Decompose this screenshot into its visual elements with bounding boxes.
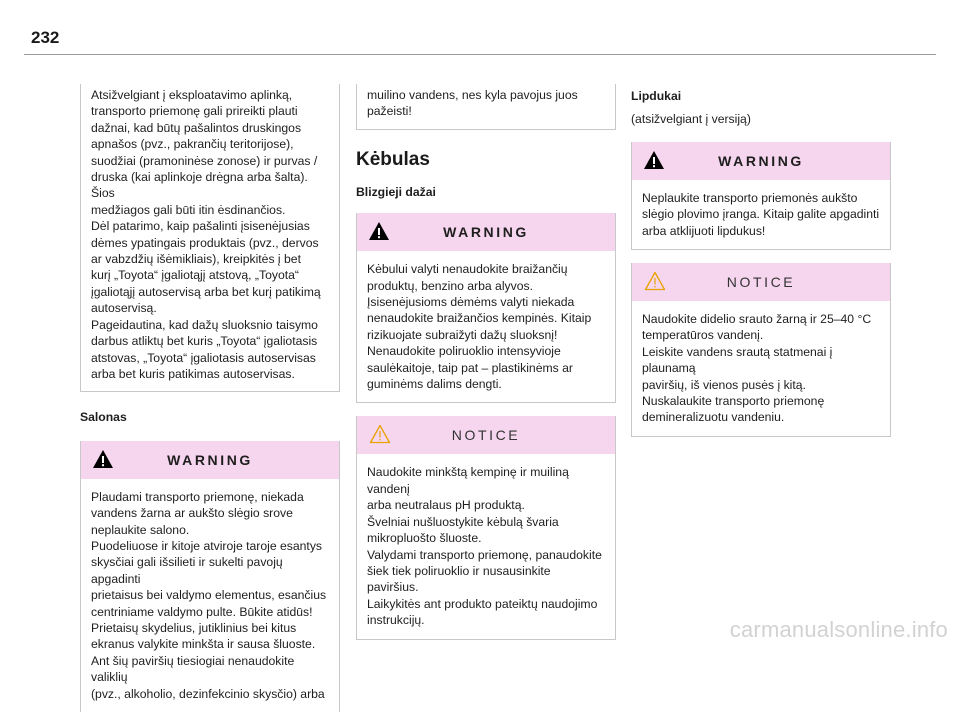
warning-header [81, 441, 339, 479]
text-line: slėgio plovimo įranga. Kitaip galite apgadinti [642, 207, 880, 222]
text-line: Ant šių paviršių tiesiogiai nenaudokite valiklių [91, 653, 295, 685]
text-line: Kėbului valyti nenaudokite braižančių [367, 262, 568, 277]
text-line: medžiagos gali būti itin ėsdinančios. [91, 202, 286, 217]
text-line: Prietaisų skydelius, jutiklinius bei kitus [91, 620, 297, 635]
text-line: Neplaukite transporto priemonės aukšto [642, 190, 858, 205]
warning-box [356, 213, 616, 403]
text-line: transporto priemonę gali prireikti plauti [91, 104, 298, 119]
text-line: suodžiai (pramoninėse zonose) ir purvas / [91, 153, 318, 168]
text-line: arba bet kuris patikimas autoservisas. [91, 366, 295, 381]
warning-header [632, 142, 890, 180]
text-line: ar vabzdžių išėmikliais), kreipkitės į bet [91, 252, 301, 267]
notice-icon [369, 424, 391, 444]
text-line: apnašos (pvz., pakrančių teritorijose), [91, 137, 294, 152]
text-line: (pvz., alkoholio, dezinfekcinio skysčio) arba [91, 686, 325, 701]
page-number: 232 [31, 28, 60, 47]
warning-icon [368, 221, 390, 241]
watermark: carmanualsonline.info [729, 617, 948, 642]
text-line: produktų, benzino arba alyvos. [367, 278, 533, 293]
text-line: pažeisti! [367, 104, 412, 119]
column-2 [356, 84, 616, 640]
text-line: Įsisenėjusioms dėmėms valyti niekada [367, 295, 575, 310]
text-line: dažnai, kad būtų pašalintos druskingos [91, 120, 302, 135]
warning-icon [92, 449, 114, 469]
text-line: įgaliotąjį autoservisą arba bet kurį patikimą [91, 284, 321, 299]
notice-box [356, 416, 616, 639]
notice-body [632, 301, 890, 436]
text-line: muilino vandens, nes kyla pavojus juos [367, 88, 578, 102]
continued-box [356, 84, 616, 130]
notice-header [357, 416, 615, 454]
subheading-lipdukai: Lipdukai [631, 89, 682, 103]
text-line: vandens žarna ar aukšto slėgio srove [91, 506, 293, 521]
text-line: temperatūros vandenį. [642, 328, 764, 343]
notice-body [357, 454, 615, 638]
text-line: Laikykitės ant produkto pateiktų naudojimo [367, 596, 598, 611]
text-line: ekranus valykite minkšta ir sausa šluoste. [91, 637, 316, 652]
text-line: Puodeliuose ir kitoje atviroje taroje esantys [91, 538, 323, 553]
text-line: prietaisus bei valdymo elementus, esančius [91, 588, 327, 603]
text-line: nenaudokite braižančios kempinės. Kitaip [367, 311, 592, 326]
version-note: (atsižvelgiant į versiją) [631, 112, 751, 127]
warning-body [357, 251, 615, 402]
notice-icon [644, 271, 666, 291]
text-line: Dėl patarimo, kaip pašalinti įsisenėjusias [91, 219, 310, 234]
text-line: Atsižvelgiant į eksploatavimo aplinką, [91, 88, 293, 102]
text-line: saulėkaitoje, taip pat – plastikinėms ar [367, 360, 573, 375]
text-line: darbus atliktų bet kuris „Toyota“ įgaliotasis [91, 334, 318, 349]
warning-box [631, 142, 891, 250]
warning-box [80, 441, 340, 712]
notice-box [631, 263, 891, 437]
text-line: paviršių, iš vienos pusės į kitą. [642, 377, 806, 392]
text-line: Pageidautina, kad dažų sluoksnio taisymo [91, 317, 318, 332]
text-line: demineralizuotu vandeniu. [642, 410, 785, 425]
notice-title: NOTICE [726, 274, 796, 291]
text-line: Švelniai nušluostykite kėbulą švaria [367, 514, 559, 529]
section-title: Kėbulas [356, 148, 430, 170]
text-line: kurį „Toyota“ įgaliotąjį atstovą, „Toyota“ [91, 268, 299, 283]
text-line: centriniame valdymo pulte. Būkite atidūs! [91, 604, 313, 619]
text-line: Leiskite vandens srautą statmenai į plaunamą [642, 344, 833, 376]
text-line: skysčiai gali išsilieti ir sukelti pavojų apgadinti [91, 555, 283, 586]
text-line: atstovas, „Toyota“ įgaliotasis autoservisas [91, 350, 316, 365]
text-line: arba neutralaus pH produktą. [367, 498, 525, 513]
text-line: Valydami transporto priemonę, panaudokite [367, 547, 602, 562]
column-1 [80, 84, 340, 712]
text-line: guminėms dalims dengti. [367, 377, 502, 392]
text-line: autoservisą. [91, 301, 157, 316]
warning-body [81, 479, 339, 712]
notice-header [632, 263, 890, 301]
text-line: druska (kai aplinkoje drėgna arba šalta). Šios [91, 170, 308, 201]
intro-box [80, 84, 340, 392]
warning-header [357, 213, 615, 251]
text-line: rizikuojate subraižyti dažų sluoksnį! [367, 327, 558, 342]
text-line: Nenaudokite poliruoklio intensyvioje [367, 344, 561, 359]
text-line: Naudokite minkštą kempinę ir muiliną vandenį [367, 465, 569, 496]
text-line: dėmes ypatingais produktais (pvz., dervos [91, 235, 319, 250]
warning-icon [643, 150, 665, 170]
warning-body [632, 180, 890, 249]
text-line: Naudokite didelio srauto žarną ir 25–40 °C [642, 312, 872, 327]
text-line: Nuskalaukite transporto priemonę [642, 394, 825, 409]
text-line: Plaudami transporto priemonę, niekada [91, 489, 304, 504]
top-divider [24, 54, 936, 55]
subheading-blizgieji-dazai: Blizgieji dažai [356, 184, 436, 199]
text-line: instrukcijų. [367, 613, 425, 628]
text-line: mikropluošto šluoste. [367, 531, 482, 546]
warning-title: WARNING [167, 451, 253, 468]
warning-title: WARNING [718, 152, 804, 169]
salonas-heading: Salonas [80, 410, 127, 425]
warning-title: WARNING [443, 224, 529, 241]
text-line: neplaukite salono. [91, 522, 190, 537]
notice-title: NOTICE [451, 427, 521, 444]
text-line: šiek tiek poliruoklio ir nusausinkite paviršius. [367, 563, 551, 595]
text-line: arba atklijuoti lipdukus! [642, 223, 766, 238]
column-3 [631, 84, 891, 437]
